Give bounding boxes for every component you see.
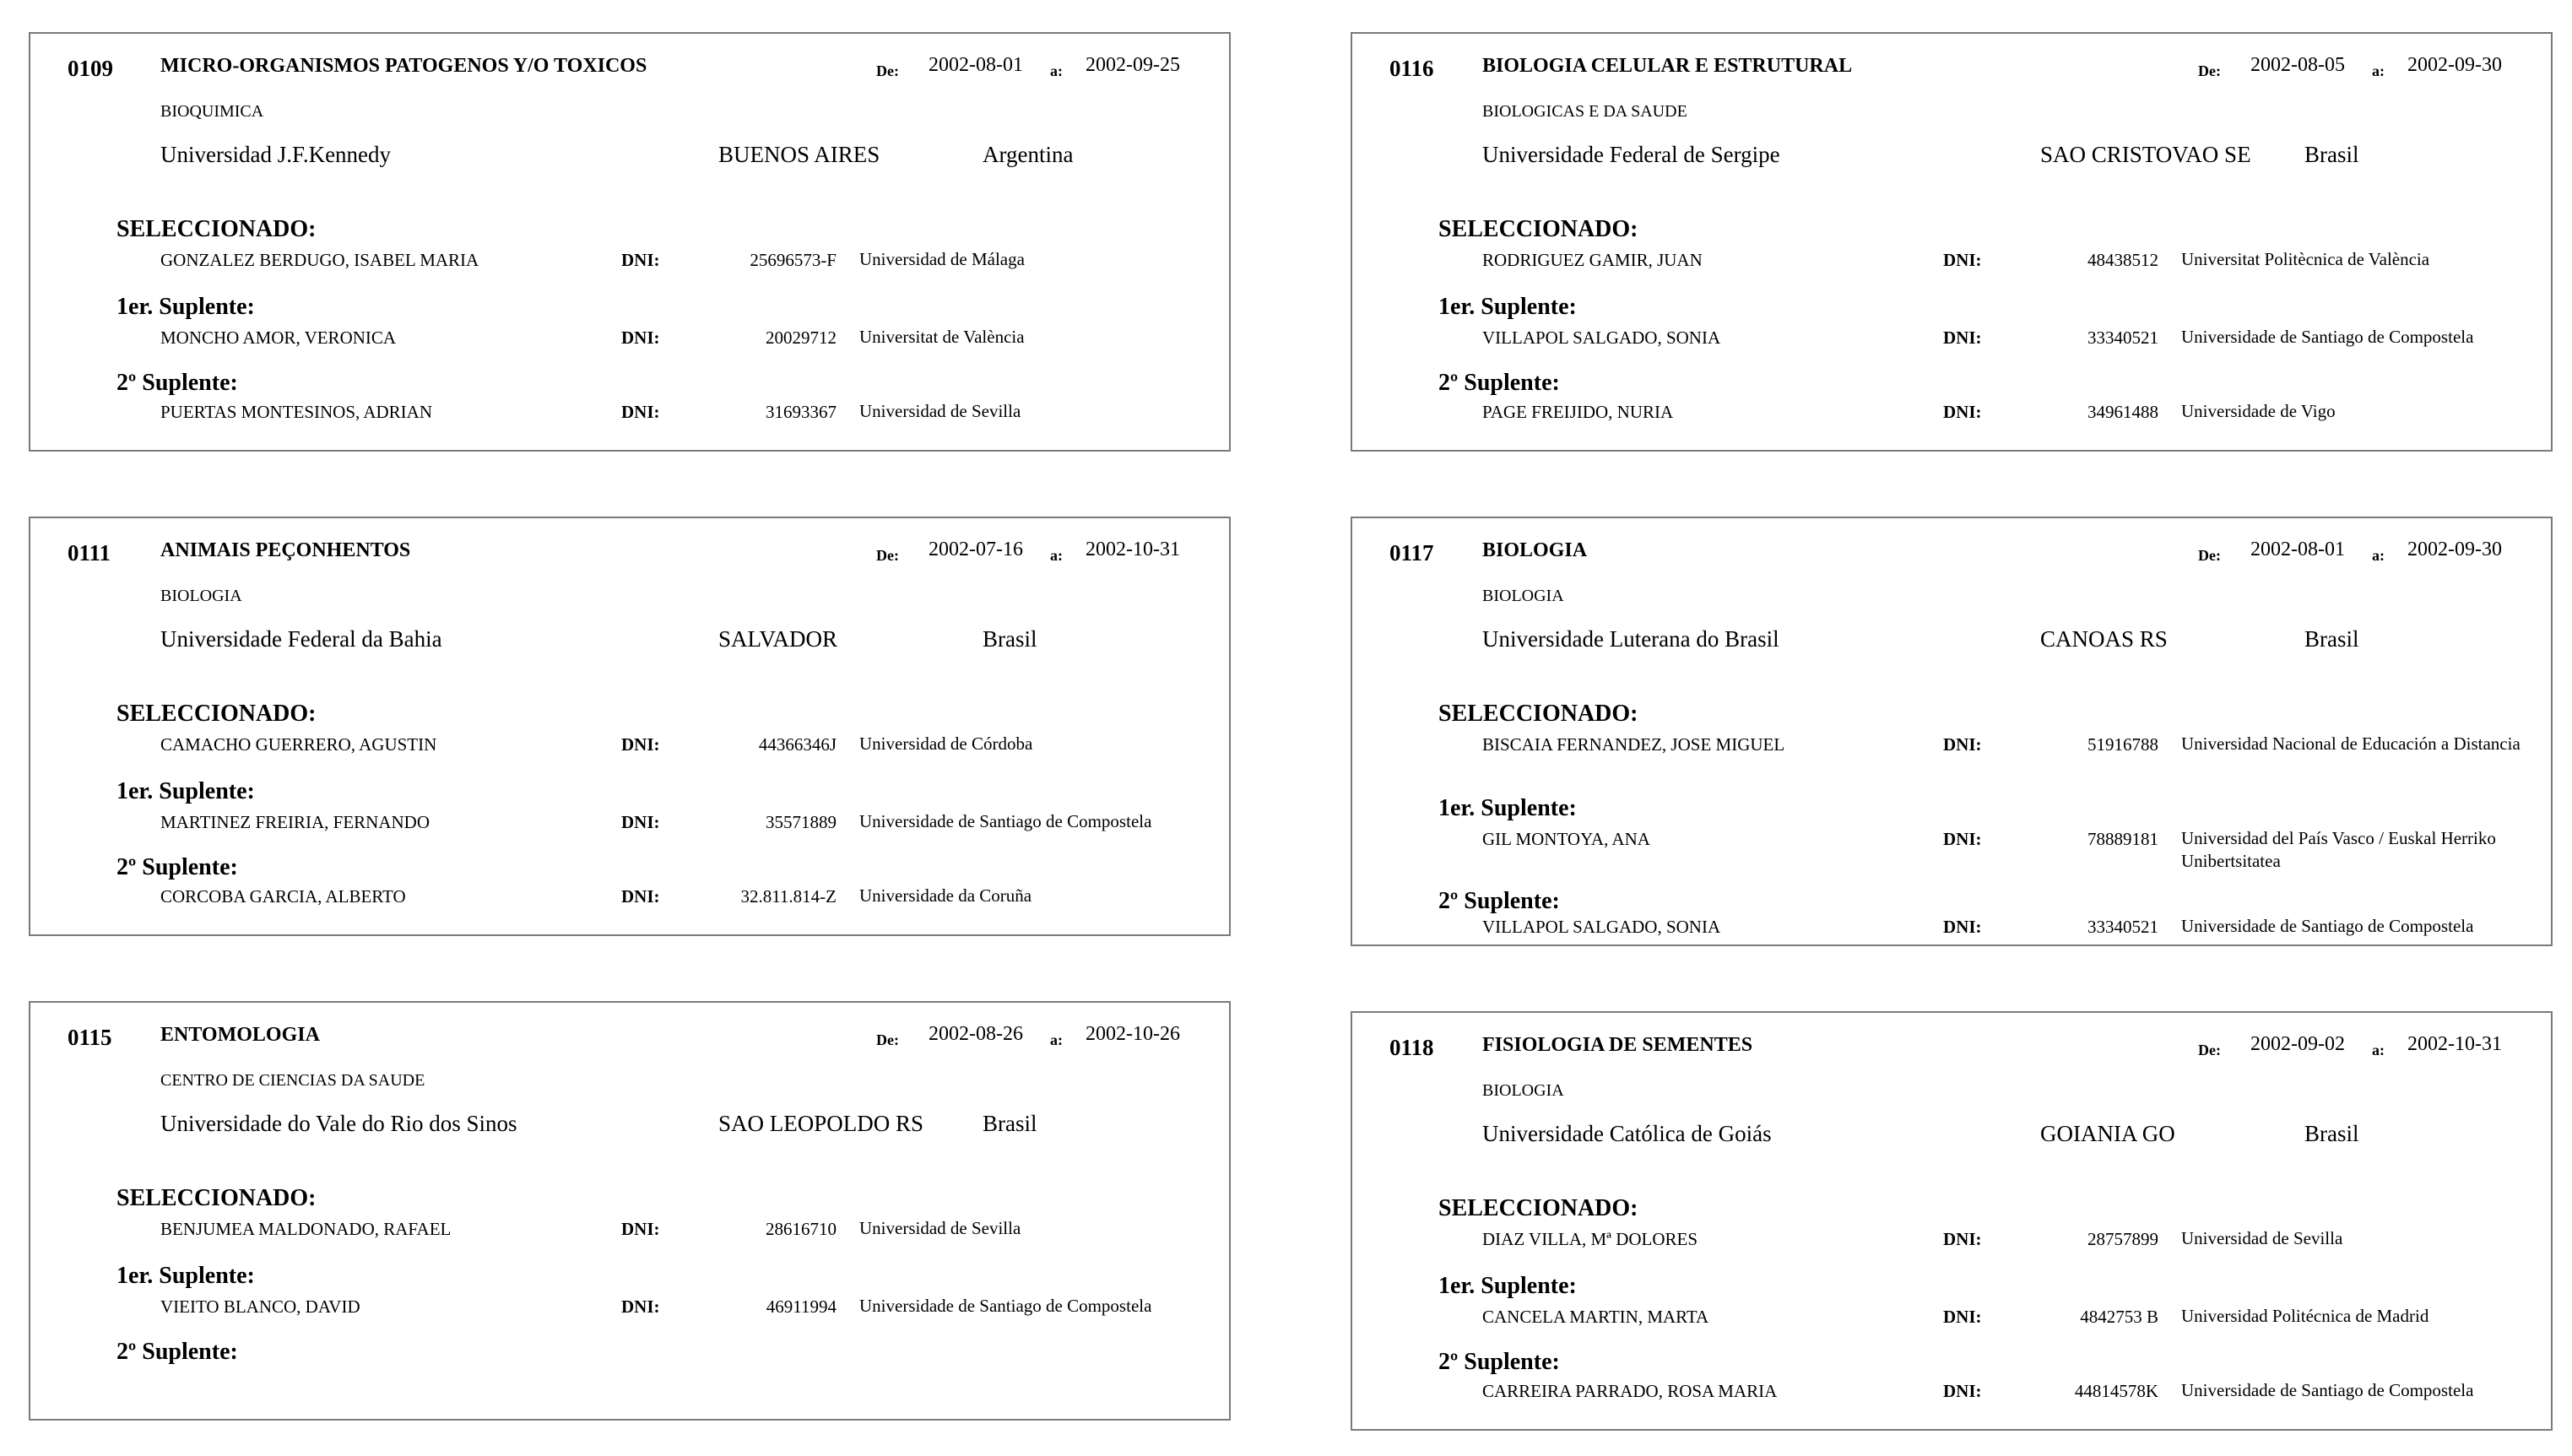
seleccionado-university: Universidad de Córdoba [859, 733, 1033, 754]
suplente1-heading: 1er. Suplente: [1438, 795, 1577, 821]
seleccionado-university: Universidad de Sevilla [859, 1218, 1021, 1238]
to-date: 2002-10-31 [2407, 1033, 2502, 1055]
seleccionado-heading: SELECCIONADO: [1438, 1195, 1638, 1221]
dni-label: DNI: [621, 1296, 660, 1317]
seleccionado-name: GONZALEZ BERDUGO, ISABEL MARIA [160, 250, 479, 270]
suplente1-heading: 1er. Suplente: [116, 294, 255, 320]
country: Brasil [2304, 626, 2359, 652]
suplente2-university: Universidade de Santiago de Compostela [2181, 916, 2474, 936]
seleccionado-name: CAMACHO GUERRERO, AGUSTIN [160, 734, 437, 755]
suplente1-name: MARTINEZ FREIRIA, FERNANDO [160, 812, 430, 832]
suplente1-name: VIEITO BLANCO, DAVID [160, 1296, 360, 1317]
to-label: a: [1050, 547, 1063, 564]
city: BUENOS AIRES [718, 142, 880, 167]
dni-label: DNI: [621, 812, 660, 832]
dni-label: DNI: [621, 250, 660, 270]
seleccionado-dni: 25696573-F [750, 250, 837, 270]
program-code: 0115 [68, 1025, 112, 1050]
suplente1-university: Universidade de Santiago de Compostela [859, 1296, 1152, 1316]
from-date: 2002-08-26 [929, 1023, 1023, 1045]
suplente1-dni: 35571889 [766, 812, 837, 832]
suplente1-heading: 1er. Suplente: [116, 778, 255, 804]
suplente2-university: Universidade de Vigo [2181, 401, 2336, 421]
suplente1-dni: 20029712 [766, 327, 837, 348]
program-title: ANIMAIS PEÇONHENTOS [160, 539, 411, 561]
program-card-0111 [29, 517, 1231, 936]
suplente1-dni: 4842753 B [2080, 1307, 2158, 1327]
suplente1-name: MONCHO AMOR, VERONICA [160, 327, 397, 348]
suplente1-dni: 46911994 [766, 1296, 837, 1317]
suplente1-heading: 1er. Suplente: [1438, 1273, 1577, 1299]
from-label: De: [876, 1031, 899, 1048]
seleccionado-university: Universidad de Sevilla [2181, 1228, 2343, 1248]
program-card-0115 [29, 1001, 1231, 1421]
dni-label: DNI: [621, 327, 660, 348]
suplente1-name: GIL MONTOYA, ANA [1482, 829, 1650, 849]
dni-label: DNI: [1943, 1307, 1982, 1327]
seleccionado-dni: 28616710 [766, 1219, 837, 1239]
department: CENTRO DE CIENCIAS DA SAUDE [160, 1071, 425, 1090]
program-code: 0111 [68, 540, 111, 566]
department: BIOLOGIA [1482, 587, 1564, 605]
seleccionado-university: Universitat Politècnica de València [2181, 249, 2430, 269]
city: CANOAS RS [2040, 626, 2168, 652]
suplente2-name: VILLAPOL SALGADO, SONIA [1482, 917, 1721, 937]
suplente1-heading: 1er. Suplente: [1438, 294, 1577, 320]
suplente1-university: Universitat de València [859, 327, 1025, 347]
dni-label: DNI: [1943, 327, 1982, 348]
to-date: 2002-09-30 [2407, 539, 2502, 560]
program-title: FISIOLOGIA DE SEMENTES [1482, 1034, 1753, 1056]
suplente2-heading: 2º Suplente: [116, 854, 238, 880]
suplente2-heading: 2º Suplente: [116, 1339, 238, 1365]
program-code: 0116 [1389, 56, 1434, 81]
from-label: De: [2198, 62, 2221, 79]
institution: Universidade Católica de Goiás [1482, 1121, 1772, 1146]
from-label: De: [2198, 1042, 2221, 1058]
seleccionado-dni: 48438512 [2087, 250, 2158, 270]
suplente2-university: Universidade de Santiago de Compostela [2181, 1380, 2474, 1400]
dni-label: DNI: [621, 402, 660, 422]
from-date: 2002-08-01 [2250, 539, 2345, 560]
program-title: MICRO-ORGANISMOS PATOGENOS Y/O TOXICOS [160, 55, 647, 77]
dni-label: DNI: [1943, 829, 1982, 849]
suplente2-heading: 2º Suplente: [1438, 1349, 1560, 1375]
program-card-0118 [1351, 1011, 2553, 1431]
program-code: 0117 [1389, 540, 1434, 566]
seleccionado-name: DIAZ VILLA, Mª DOLORES [1482, 1229, 1698, 1249]
suplente2-heading: 2º Suplente: [1438, 888, 1560, 914]
seleccionado-heading: SELECCIONADO: [116, 216, 317, 242]
department: BIOQUIMICA [160, 102, 264, 121]
suplente1-name: CANCELA MARTIN, MARTA [1482, 1307, 1709, 1327]
department: BIOLOGIA [160, 587, 242, 605]
suplente2-university: Universidade da Coruña [859, 885, 1032, 906]
program-card-0109 [29, 32, 1231, 452]
country: Brasil [2304, 142, 2359, 167]
program-title: ENTOMOLOGIA [160, 1024, 320, 1046]
seleccionado-name: BISCAIA FERNANDEZ, JOSE MIGUEL [1482, 734, 1785, 755]
suplente2-university: Universidad de Sevilla [859, 401, 1021, 421]
dni-label: DNI: [621, 1219, 660, 1239]
dni-label: DNI: [1943, 917, 1982, 937]
seleccionado-name: BENJUMEA MALDONADO, RAFAEL [160, 1219, 452, 1239]
seleccionado-name: RODRIGUEZ GAMIR, JUAN [1482, 250, 1703, 270]
to-date: 2002-10-31 [1086, 539, 1180, 560]
suplente2-heading: 2º Suplente: [116, 370, 238, 396]
dni-label: DNI: [1943, 402, 1982, 422]
seleccionado-dni: 44366346J [758, 734, 837, 755]
program-card-0116 [1351, 32, 2553, 452]
seleccionado-heading: SELECCIONADO: [116, 701, 317, 727]
seleccionado-university: Universidad de Málaga [859, 249, 1025, 269]
dni-label: DNI: [1943, 734, 1982, 755]
program-card-0117 [1351, 517, 2553, 946]
from-label: De: [2198, 547, 2221, 564]
country: Brasil [2304, 1121, 2359, 1146]
country: Brasil [983, 626, 1037, 652]
to-date: 2002-09-30 [2407, 54, 2502, 76]
from-date: 2002-08-01 [929, 54, 1023, 76]
seleccionado-dni: 51916788 [2087, 734, 2158, 755]
from-label: De: [876, 547, 899, 564]
suplente1-university: Universidad del País Vasco / Euskal Herriko Unibertsitatea [2181, 828, 2496, 871]
to-label: a: [1050, 62, 1063, 79]
suplente1-university: Universidade de Santiago de Compostela [2181, 327, 2474, 347]
suplente2-dni: 44814578K [2074, 1381, 2158, 1401]
seleccionado-dni: 28757899 [2087, 1229, 2158, 1249]
dni-label: DNI: [621, 886, 660, 907]
city: GOIANIA GO [2040, 1121, 2175, 1146]
seleccionado-heading: SELECCIONADO: [1438, 701, 1638, 727]
country: Argentina [983, 142, 1074, 167]
from-label: De: [876, 62, 899, 79]
from-date: 2002-09-02 [2250, 1033, 2345, 1055]
suplente2-name: CARREIRA PARRADO, ROSA MARIA [1482, 1381, 1778, 1401]
institution: Universidad J.F.Kennedy [160, 142, 392, 167]
program-title: BIOLOGIA CELULAR E ESTRUTURAL [1482, 55, 1853, 77]
dni-label: DNI: [1943, 1229, 1982, 1249]
suplente1-university: Universidade de Santiago de Compostela [859, 811, 1152, 831]
suplente2-dni: 34961488 [2087, 402, 2158, 422]
to-label: a: [1050, 1031, 1063, 1048]
to-label: a: [2372, 1042, 2385, 1058]
suplente1-dni: 33340521 [2087, 327, 2158, 348]
program-code: 0118 [1389, 1035, 1434, 1060]
institution: Universidade Luterana do Brasil [1482, 626, 1779, 652]
seleccionado-heading: SELECCIONADO: [1438, 216, 1638, 242]
suplente2-dni: 32.811.814-Z [740, 886, 837, 907]
program-title: BIOLOGIA [1482, 539, 1588, 561]
department: BIOLOGIA [1482, 1081, 1564, 1100]
institution: Universidade Federal de Sergipe [1482, 142, 1780, 167]
institution: Universidade Federal da Bahia [160, 626, 442, 652]
dni-label: DNI: [621, 734, 660, 755]
seleccionado-heading: SELECCIONADO: [116, 1185, 317, 1211]
institution: Universidade do Vale do Rio dos Sinos [160, 1111, 517, 1136]
to-label: a: [2372, 547, 2385, 564]
dni-label: DNI: [1943, 1381, 1982, 1401]
to-date: 2002-09-25 [1086, 54, 1180, 76]
suplente2-dni: 33340521 [2087, 917, 2158, 937]
from-date: 2002-08-05 [2250, 54, 2345, 76]
suplente2-name: CORCOBA GARCIA, ALBERTO [160, 886, 406, 907]
suplente2-dni: 31693367 [766, 402, 837, 422]
suplente2-name: PAGE FREIJIDO, NURIA [1482, 402, 1674, 422]
to-label: a: [2372, 62, 2385, 79]
suplente1-dni: 78889181 [2087, 829, 2158, 849]
suplente2-heading: 2º Suplente: [1438, 370, 1560, 396]
suplente1-university: Universidad Politécnica de Madrid [2181, 1306, 2429, 1326]
city: SALVADOR [718, 626, 838, 652]
to-date: 2002-10-26 [1086, 1023, 1180, 1045]
country: Brasil [983, 1111, 1037, 1136]
suplente2-name: PUERTAS MONTESINOS, ADRIAN [160, 402, 433, 422]
department: BIOLOGICAS E DA SAUDE [1482, 102, 1687, 121]
city: SAO CRISTOVAO SE [2040, 142, 2251, 167]
city: SAO LEOPOLDO RS [718, 1111, 924, 1136]
suplente1-name: VILLAPOL SALGADO, SONIA [1482, 327, 1721, 348]
dni-label: DNI: [1943, 250, 1982, 270]
program-code: 0109 [68, 56, 113, 81]
from-date: 2002-07-16 [929, 539, 1023, 560]
suplente1-heading: 1er. Suplente: [116, 1263, 255, 1289]
seleccionado-university: Universidad Nacional de Educación a Distancia [2181, 733, 2521, 754]
